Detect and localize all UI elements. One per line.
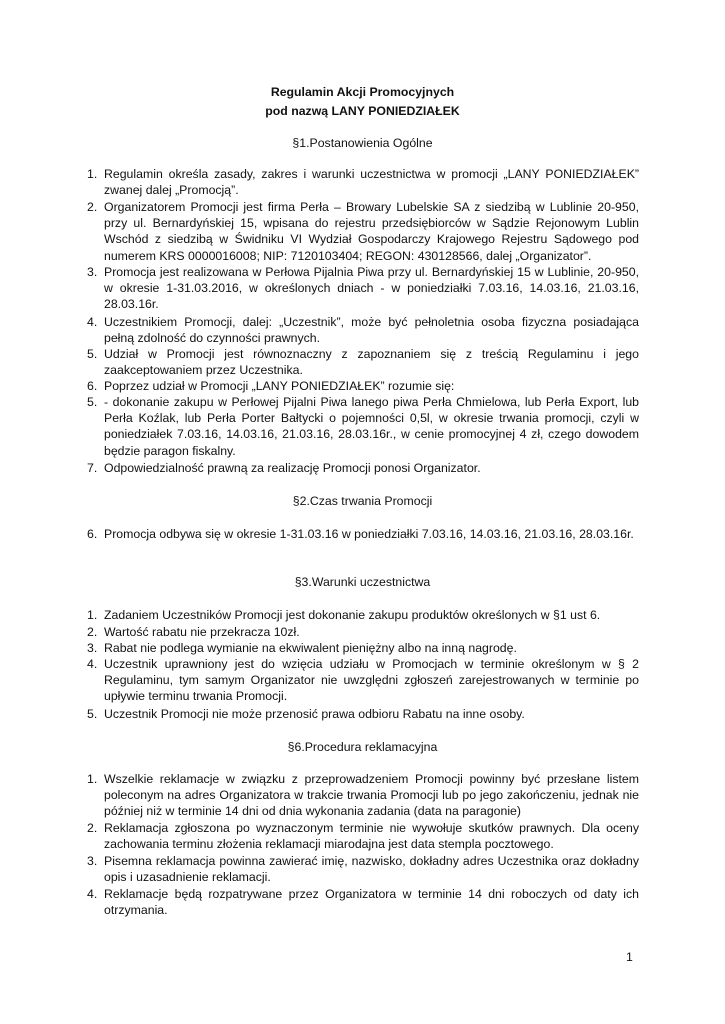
- item-text: Zadaniem Uczestników Promocji jest dokonanie zakupu produktów określonych w §1 ust 6.: [104, 608, 601, 622]
- document-title-line-2: pod nazwą LANY PONIEDZIAŁEK: [265, 104, 460, 118]
- item-number: 5.: [87, 707, 98, 721]
- item-number: 1.: [87, 167, 98, 181]
- item-number: 4.: [87, 315, 98, 329]
- item-number: 1.: [87, 772, 98, 786]
- list-item: [87, 264, 639, 313]
- list-item: [87, 378, 639, 394]
- item-number: 4.: [87, 887, 98, 901]
- item-text: Wszelkie reklamacje w związku z przeprowadzeniem Promocji powinny być przesłane listem poleconym na adres Organizatora w trakcie trwania Promocji lub po jego zakończeniu, jednak nie później niż w terminie 14 dni od dnia wykonania zadania (data na paragonie): [104, 772, 639, 819]
- item-number: 3.: [87, 854, 98, 868]
- item-number: 6.: [87, 379, 98, 393]
- item-number: 4.: [87, 657, 98, 671]
- section-heading-3: §3.Warunki uczestnictwa: [294, 575, 431, 589]
- item-text: Reklamacje będą rozpatrywane przez Organizatora w terminie 14 dni roboczych od daty ich otrzymania.: [104, 887, 639, 918]
- item-text: - dokonanie zakupu w Perłowej Pijalni Piwa lanego piwa Perła Chmielowa, lub Perła Export, lub Perła Koźlak, lub Perła Porter Bałtycki o pojemności 0,5l, w okresie trwania promocji, czyli w poniedziałek 7.03.16, 14.03.16, 21.03.16, 28.03.16r., w cenie promocyjnej 4 zł, czego dowodem będzie paragon fiskalny.: [104, 395, 639, 458]
- item-text: Poprzez udział w Promocji „LANY PONIEDZIAŁEK” rozumie się:: [104, 379, 455, 393]
- section-heading-4: §6.Procedura reklamacyjna: [287, 740, 438, 754]
- list-item: [87, 853, 639, 885]
- section-heading-1: §1.Postanowienia Ogólne: [292, 136, 433, 150]
- item-text: Pisemna reklamacja powinna zawierać imię, nazwisko, dokładny adres Uczestnika oraz dokładny opis i uzasadnienie reklamacji.: [104, 854, 639, 885]
- item-text: Rabat nie podlega wymianie na ekwiwalent pieniężny albo na inną nagrodę.: [104, 641, 517, 655]
- item-text: Organizatorem Promocji jest firma Perła – Browary Lubelskie SA z siedzibą w Lublinie 20-950, przy ul. Bernardyńskiej 15, wpisana do rejestru przedsiębiorców w Sądzie Rejonowym Lublin Wschód z siedzibą w Świdniku VI Wydział Gospodarczy Krajowego Rejestru Sądowego pod numerem KRS 0000016008; NIP: 7120103404; REGON: 430128566, dalej „Organizator”.: [104, 200, 639, 263]
- list-item: [87, 706, 639, 722]
- list-item: [87, 640, 639, 656]
- page-number: 1: [626, 950, 633, 964]
- list-item: [87, 166, 639, 198]
- item-number: 3.: [87, 641, 98, 655]
- item-number: 1.: [87, 608, 98, 622]
- item-number: 7.: [87, 461, 98, 475]
- list-item: [87, 607, 639, 623]
- item-number: 3.: [87, 265, 98, 279]
- list-item: [87, 314, 639, 346]
- section-heading-2: §2.Czas trwania Promocji: [292, 494, 433, 508]
- item-text: Udział w Promocji jest równoznaczny z zapoznaniem się z treścią Regulaminu i jego zaakceptowaniem przez Uczestnika.: [104, 347, 639, 378]
- item-number: 2.: [87, 625, 98, 639]
- item-text: Reklamacja zgłoszona po wyznaczonym terminie nie wywołuje skutków prawnych. Dla oceny zachowania terminu złożenia reklamacji miarodajna jest data stempla pocztowego.: [104, 821, 639, 852]
- item-number: 6.: [87, 527, 98, 541]
- list-item: [87, 886, 639, 918]
- list-item: [87, 199, 639, 264]
- item-number: 5.: [87, 347, 98, 361]
- item-number: 2.: [87, 200, 98, 214]
- list-item: [87, 820, 639, 852]
- item-number: 2.: [87, 821, 98, 835]
- list-item: [87, 771, 639, 820]
- list-item: [87, 346, 639, 378]
- list-item: [87, 624, 639, 640]
- list-item: [87, 460, 639, 476]
- item-number: 5.: [87, 395, 98, 409]
- item-text: Promocja odbywa się w okresie 1-31.03.16 w poniedziałki 7.03.16, 14.03.16, 21.03.16, 28.03.16r.: [104, 527, 634, 541]
- item-text: Promocja jest realizowana w Perłowa Pijalnia Piwa przy ul. Bernardyńskiej 15 w Lublinie, 20-950, w okresie 1-31.03.2016, w określonych dniach - w poniedziałki 7.03.16, 14.03.16, 21.03.16, 28.03.16r.: [104, 265, 639, 312]
- item-text: Odpowiedzialność prawną za realizację Promocji ponosi Organizator.: [104, 461, 481, 475]
- item-text: Regulamin określa zasady, zakres i warunki uczestnictwa w promocji „LANY PONIEDZIAŁEK” zwanej dalej „Promocją”.: [104, 167, 639, 198]
- item-text: Uczestnik Promocji nie może przenosić prawa odbioru Rabatu na inne osoby.: [104, 707, 525, 721]
- item-text: Uczestnikiem Promocji, dalej: „Uczestnik”, może być pełnoletnia osoba fizyczna posiadająca pełną zdolność do czynności prawnych.: [104, 315, 639, 346]
- item-text: Uczestnik uprawniony jest do wzięcia udziału w Promocjach w terminie określonym w § 2 Regulaminu, tym samym Organizator nie uwzględni zgłoszeń zarejestrowanych w terminie po upływie terminu trwania Promocji.: [104, 657, 639, 704]
- list-item: [87, 394, 639, 459]
- document-title-line-1: Regulamin Akcji Promocyjnych: [270, 85, 455, 99]
- list-item: [87, 526, 639, 542]
- item-text: Wartość rabatu nie przekracza 10zł.: [104, 625, 300, 639]
- list-item: [87, 656, 639, 705]
